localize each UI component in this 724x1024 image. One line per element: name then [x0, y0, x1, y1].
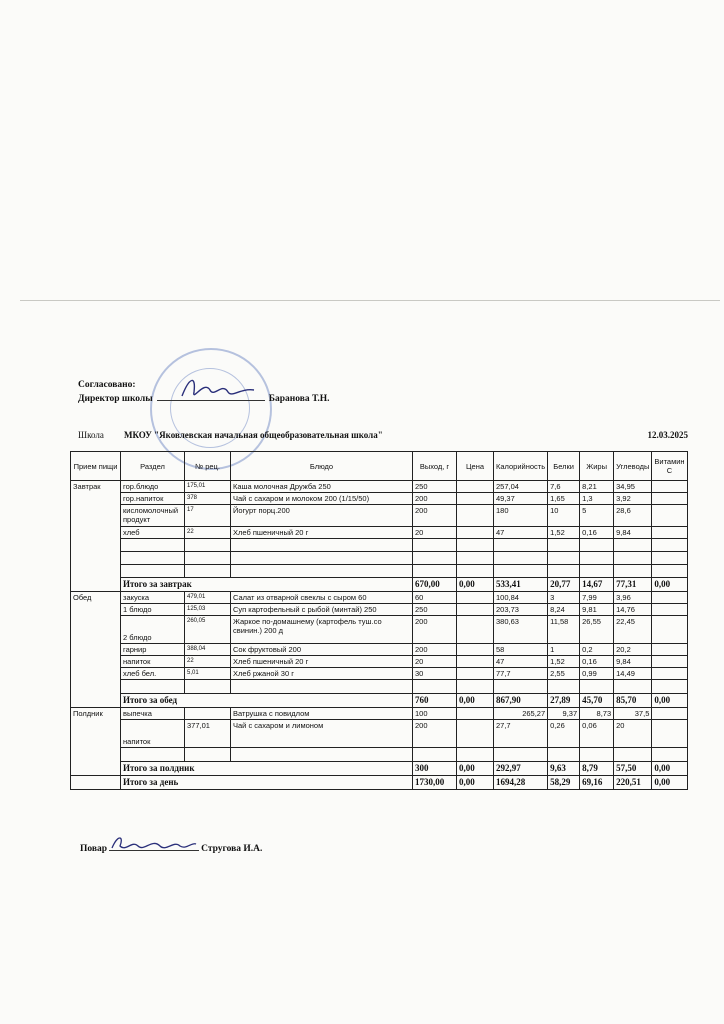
total-vit: 0,00: [652, 694, 687, 708]
cell-dish: Ватрушка с повидлом: [231, 708, 413, 720]
cell-rec: 479,01: [185, 592, 231, 604]
total-label: Итого за завтрак: [121, 578, 413, 592]
cell-out: 100: [413, 708, 457, 720]
cell-out: 200: [413, 720, 457, 748]
cell-vit: [652, 481, 687, 493]
cell-out: 250: [413, 604, 457, 616]
total-fat: 69,16: [580, 776, 614, 790]
col-header: Блюдо: [231, 452, 413, 481]
total-out: 760: [413, 694, 457, 708]
cell-section: гарнир: [121, 644, 185, 656]
cell-section: закуска: [121, 592, 185, 604]
cell-fat: 8,21: [580, 481, 614, 493]
cell-out: 60: [413, 592, 457, 604]
cell-vit: [652, 505, 687, 527]
table-row: [71, 656, 688, 668]
total-row-snack: [71, 762, 688, 776]
cell-rec: 125,03: [185, 604, 231, 616]
col-header: Углеводы: [614, 452, 652, 481]
cell-cal: 100,84: [494, 592, 548, 604]
cell-cal: 58: [494, 644, 548, 656]
cell-prot: 1,52: [548, 656, 580, 668]
total-prot: 20,77: [548, 578, 580, 592]
cell-out: 20: [413, 656, 457, 668]
cell-dish: Чай с сахаром и молоком 200 (1/15/50): [231, 493, 413, 505]
table-row: [71, 604, 688, 616]
cell-carb: 3,96: [614, 592, 652, 604]
director-name: Баранова Т.Н.: [268, 394, 330, 404]
cell-fat: 5: [580, 505, 614, 527]
cell-cal: 27,7: [494, 720, 548, 748]
cell-vit: [652, 616, 687, 644]
total-carb: 57,50: [614, 762, 652, 776]
cell-price: [457, 720, 494, 748]
director-label: Директор школы: [78, 394, 153, 404]
cell-section: кисломолочный продукт: [121, 505, 185, 527]
col-header: Калорийность: [494, 452, 548, 481]
cell-prot: 0,26: [548, 720, 580, 748]
cell-carb: 37,5: [614, 708, 652, 720]
total-row-breakfast: [71, 578, 688, 592]
cell-dish: Салат из отварной свеклы с сыром 60: [231, 592, 413, 604]
cell-price: [457, 656, 494, 668]
total-fat: 8,79: [580, 762, 614, 776]
total-cal: 867,90: [494, 694, 548, 708]
cell-out: 250: [413, 481, 457, 493]
cell-fat: 26,55: [580, 616, 614, 644]
table-header-row: [71, 452, 688, 481]
director-signature-line: [157, 392, 265, 401]
cell-vit: [652, 493, 687, 505]
cell-rec: 378: [185, 493, 231, 505]
table-row: [71, 720, 688, 748]
table-row: [71, 493, 688, 505]
total-price: 0,00: [457, 762, 494, 776]
cell-cal: 180: [494, 505, 548, 527]
total-carb: 220,51: [614, 776, 652, 790]
cell-dish: Хлеб ржаной 30 г: [231, 668, 413, 680]
cell-section: 1 блюдо: [121, 604, 185, 616]
menu-table: [70, 451, 688, 790]
table-row: [71, 616, 688, 644]
empty-row: [71, 539, 688, 552]
cell-carb: 9,84: [614, 656, 652, 668]
cell-price: [457, 505, 494, 527]
total-vit: 0,00: [652, 578, 687, 592]
school-line: [78, 430, 688, 440]
cell-cal: 49,37: [494, 493, 548, 505]
cell-prot: 10: [548, 505, 580, 527]
director-line: [78, 392, 330, 404]
cell-fat: 9,81: [580, 604, 614, 616]
total-fat: 14,67: [580, 578, 614, 592]
cook-name: Стругова И.А.: [201, 844, 263, 854]
cell-fat: 0,06: [580, 720, 614, 748]
cell-dish: Суп картофельный с рыбой (минтай) 250: [231, 604, 413, 616]
col-header: Раздел: [121, 452, 185, 481]
cell-carb: 14,49: [614, 668, 652, 680]
cell-cal: 203,73: [494, 604, 548, 616]
cell-rec: 175,01: [185, 481, 231, 493]
cell-fat: 8,73: [580, 708, 614, 720]
empty-row: [71, 565, 688, 578]
cell-prot: 1: [548, 644, 580, 656]
total-out: 1730,00: [413, 776, 457, 790]
school-label: Школа: [78, 430, 104, 440]
cell-dish: Хлеб пшеничный 20 г: [231, 656, 413, 668]
col-header: Витамин С: [652, 452, 687, 481]
cell-price: [457, 481, 494, 493]
cell-price: [457, 527, 494, 539]
cell-carb: 14,76: [614, 604, 652, 616]
meal-snack: Полдник: [71, 708, 121, 776]
cell-section: хлеб бел.: [121, 668, 185, 680]
cell-out: 200: [413, 616, 457, 644]
approval-label: Согласовано:: [78, 380, 136, 390]
menu-date: 12.03.2025: [647, 430, 688, 440]
cell-cal: 77,7: [494, 668, 548, 680]
cell-rec: 388,04: [185, 644, 231, 656]
col-header: Цена: [457, 452, 494, 481]
total-label: Итого за обед: [121, 694, 413, 708]
cell-dish: Йогурт порц.200: [231, 505, 413, 527]
cook-signature: [108, 832, 198, 856]
total-price: 0,00: [457, 694, 494, 708]
table-row: [71, 592, 688, 604]
cell-carb: 34,95: [614, 481, 652, 493]
cell-section: гор.блюдо: [121, 481, 185, 493]
cell-out: 30: [413, 668, 457, 680]
cell-out: 200: [413, 644, 457, 656]
table-row: [71, 505, 688, 527]
total-prot: 27,89: [548, 694, 580, 708]
cell-vit: [652, 604, 687, 616]
cell-section: 2 блюдо: [121, 616, 185, 644]
total-cal: 533,41: [494, 578, 548, 592]
cell-price: [457, 668, 494, 680]
cell-carb: 28,6: [614, 505, 652, 527]
cell-cal: 257,04: [494, 481, 548, 493]
cell-price: [457, 708, 494, 720]
cell-rec: 17: [185, 505, 231, 527]
cell-vit: [652, 720, 687, 748]
cell-out: 200: [413, 505, 457, 527]
cell-price: [457, 604, 494, 616]
cell-prot: 9,37: [548, 708, 580, 720]
total-vit: 0,00: [652, 762, 687, 776]
cell-vit: [652, 656, 687, 668]
cell-dish: Жаркое по-домашнему (картофель туш.со свинин.) 200 д: [231, 616, 413, 644]
cell-cal: 265,27: [494, 708, 548, 720]
cell-fat: 0,99: [580, 668, 614, 680]
total-prot: 9,63: [548, 762, 580, 776]
table-row: [71, 644, 688, 656]
cell-cal: 47: [494, 527, 548, 539]
cell-fat: 7,99: [580, 592, 614, 604]
table-row: [71, 527, 688, 539]
cell-carb: 22,45: [614, 616, 652, 644]
cell-carb: 20,2: [614, 644, 652, 656]
cell-fat: 0,2: [580, 644, 614, 656]
cell-dish: Сок фруктовый 200: [231, 644, 413, 656]
meal-lunch: Обед: [71, 592, 121, 708]
total-cal: 1694,28: [494, 776, 548, 790]
cell-price: [457, 493, 494, 505]
cell-prot: 7,6: [548, 481, 580, 493]
cell-fat: 0,16: [580, 656, 614, 668]
cell-rec: 260,05: [185, 616, 231, 644]
school-name: МКОУ "Яковлевская начальная общеобразовательная школа": [124, 430, 383, 440]
total-price: 0,00: [457, 578, 494, 592]
cell-prot: 2,55: [548, 668, 580, 680]
total-label: Итого за полдник: [121, 762, 413, 776]
cell-rec: 5,01: [185, 668, 231, 680]
cell-cal: 380,63: [494, 616, 548, 644]
total-fat: 45,70: [580, 694, 614, 708]
cell-out: 20: [413, 527, 457, 539]
cell-prot: 1,52: [548, 527, 580, 539]
cell-carb: 3,92: [614, 493, 652, 505]
cell-prot: 8,24: [548, 604, 580, 616]
cell-carb: 9,84: [614, 527, 652, 539]
empty-row: [71, 680, 688, 694]
col-header: Выход, г: [413, 452, 457, 481]
cell-dish: Чай с сахаром и лимоном: [231, 720, 413, 748]
total-vit: 0,00: [652, 776, 687, 790]
total-out: 670,00: [413, 578, 457, 592]
empty-row: [71, 552, 688, 565]
cell-vit: [652, 708, 687, 720]
cell-rec: 22: [185, 527, 231, 539]
cell-section: напиток: [121, 720, 185, 748]
cell-rec: 377,01: [185, 720, 231, 748]
total-carb: 85,70: [614, 694, 652, 708]
cell-prot: 3: [548, 592, 580, 604]
cell-section: напиток: [121, 656, 185, 668]
col-header: № рец.: [185, 452, 231, 481]
table-row: [71, 708, 688, 720]
cell-rec: 22: [185, 656, 231, 668]
cell-vit: [652, 527, 687, 539]
cell-out: 200: [413, 493, 457, 505]
cell-section: хлеб: [121, 527, 185, 539]
total-row-day: [71, 776, 688, 790]
total-label: Итого за день: [121, 776, 413, 790]
cell-carb: 20: [614, 720, 652, 748]
total-cal: 292,97: [494, 762, 548, 776]
cook-label: Повар: [80, 844, 108, 854]
cell-price: [457, 616, 494, 644]
total-price: 0,00: [457, 776, 494, 790]
table-row: [71, 668, 688, 680]
cell-fat: 0,16: [580, 527, 614, 539]
col-header: Белки: [548, 452, 580, 481]
cell-price: [457, 592, 494, 604]
col-header: Жиры: [580, 452, 614, 481]
page-fold-line: [20, 300, 720, 301]
cell-fat: 1,3: [580, 493, 614, 505]
cell-cal: 47: [494, 656, 548, 668]
total-prot: 58,29: [548, 776, 580, 790]
meal-breakfast: Завтрак: [71, 481, 121, 592]
total-out: 300: [413, 762, 457, 776]
cell-section: гор.напиток: [121, 493, 185, 505]
cell-dish: Хлеб пшеничный 20 г: [231, 527, 413, 539]
cell-prot: 11,58: [548, 616, 580, 644]
cell-prot: 1,65: [548, 493, 580, 505]
cell-vit: [652, 644, 687, 656]
cell-rec: [185, 708, 231, 720]
empty-row: [71, 748, 688, 762]
total-carb: 77,31: [614, 578, 652, 592]
cell-price: [457, 644, 494, 656]
cell-dish: Каша молочная Дружба 250: [231, 481, 413, 493]
col-header: Прием пищи: [71, 452, 121, 481]
cell-vit: [652, 592, 687, 604]
cell-vit: [652, 668, 687, 680]
total-row-lunch: [71, 694, 688, 708]
table-row: [71, 481, 688, 493]
cell-section: выпечка: [121, 708, 185, 720]
